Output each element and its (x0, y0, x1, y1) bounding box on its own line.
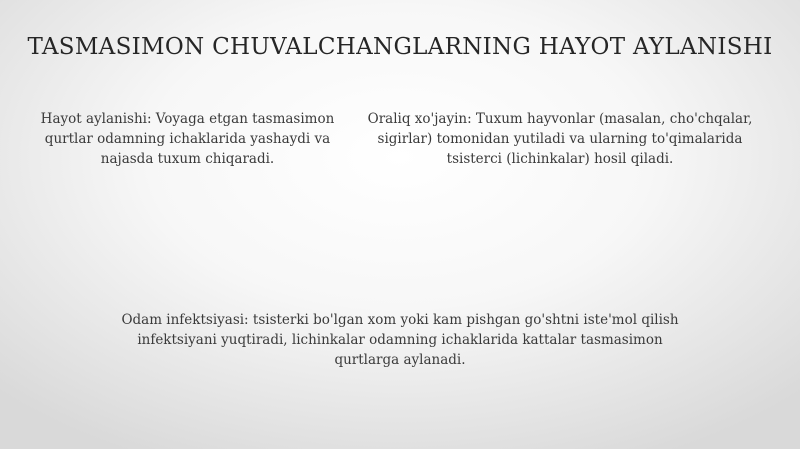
life-cycle-text: Hayot aylanishi: Voyaga etgan tasmasimon qurtlar odamning ichaklarida yashaydi va najasda tuxum chiqaradi. (40, 111, 335, 167)
human-infection-text: Odam infektsiyasi: tsisterki bo'lgan xom yoki kam pishgan go'shtni iste'mol qilish infektsiyani yuqtiradi, lichinkalar odamning ichaklarida kattalar tasmasimon qurtlarga aylanadi. (121, 312, 679, 368)
intermediate-host-text: Oraliq xo'jayin: Tuxum hayvonlar (masalan, cho'chqalar, sigirlar) tomonidan yutiladi va ularning to'qimalarida tsisterci (lichinkalar) hosil qiladi. (367, 111, 753, 167)
slide-title: TASMASIMON CHUVALCHANGLARNING HAYOT AYLANISHI (27, 34, 773, 60)
